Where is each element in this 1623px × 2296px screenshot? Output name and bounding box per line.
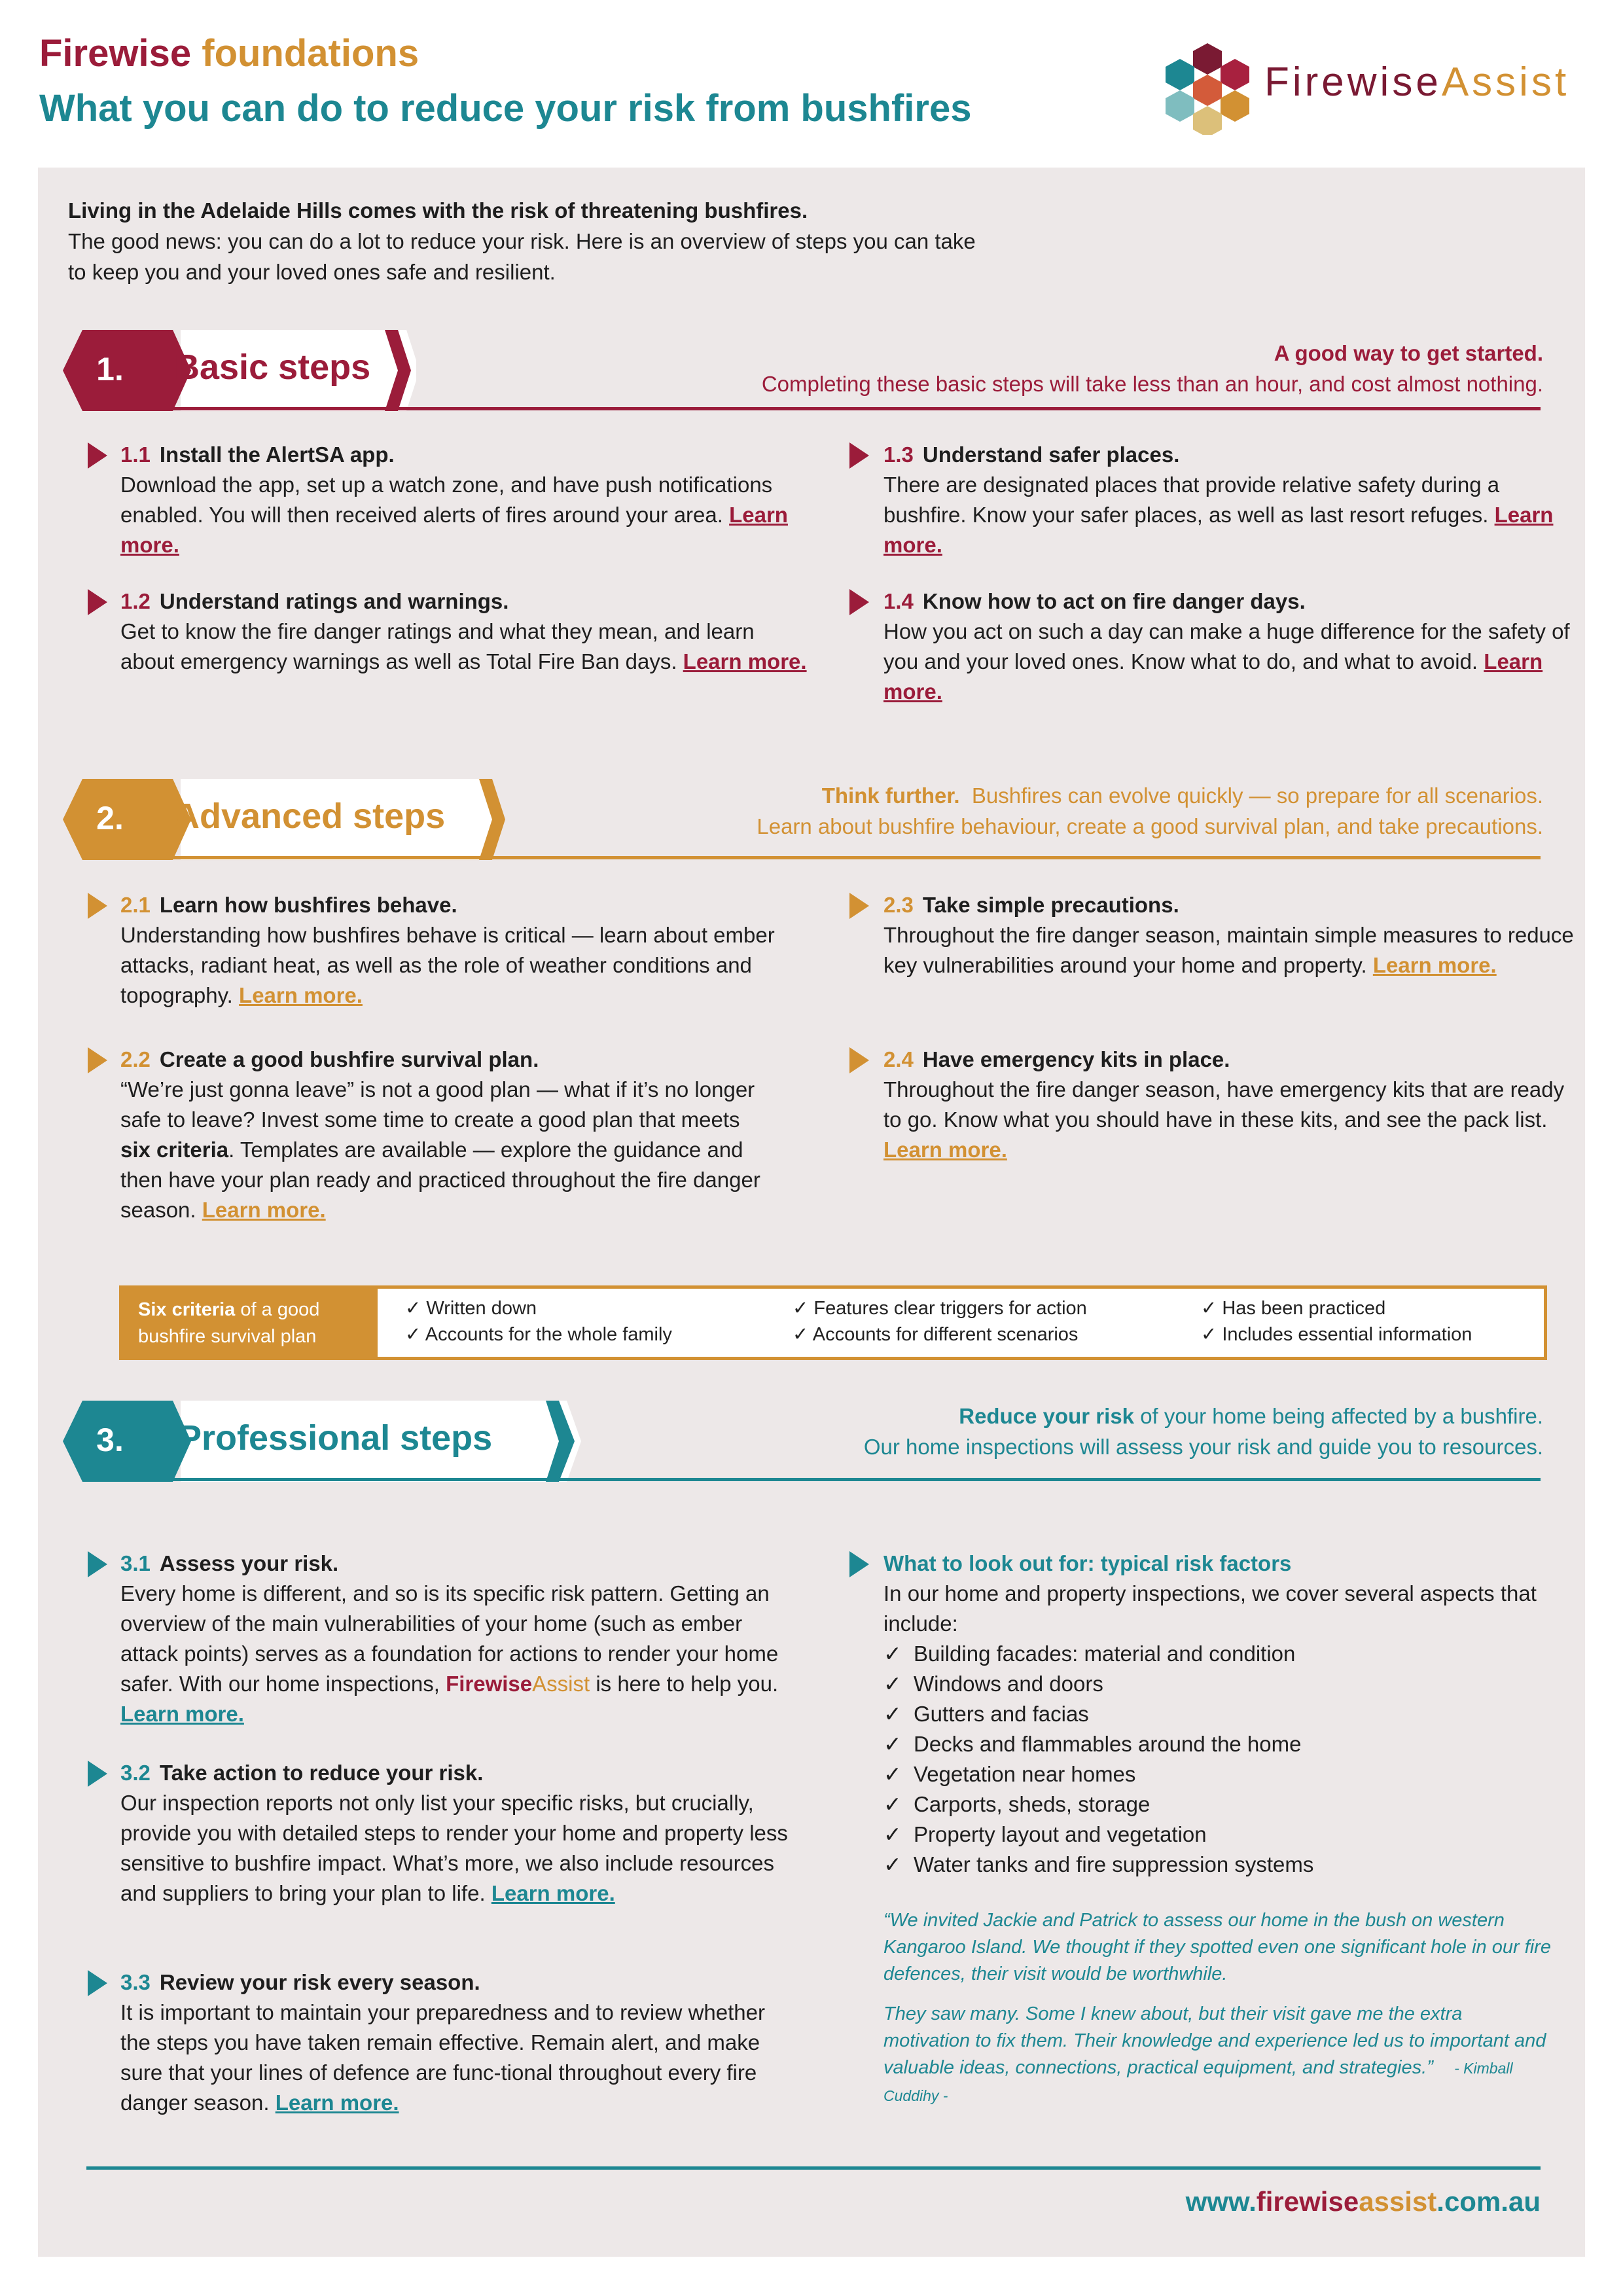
learn-more-link[interactable]: Learn more. — [202, 1198, 326, 1222]
learn-more-link[interactable]: Learn more. — [491, 1881, 615, 1905]
step-2-3: 2.3 Take simple precautions. Throughout the fire danger season, maintain simple measures to reduce key vulnerabilities around your home and property. Learn more. — [883, 893, 1574, 977]
website-link[interactable]: www.firewiseassist.com.au — [1185, 2186, 1541, 2217]
bullet-arrow-icon — [88, 442, 107, 469]
section3-rule — [134, 1478, 1541, 1481]
section2-tagline: Think further. Bushfires can evolve quickly — so prepare for all scenarios. Learn about bushfire behaviour, create a good survival plan, and take precautions. — [757, 783, 1543, 838]
learn-more-link[interactable]: Learn more. — [239, 983, 363, 1007]
section1-title: Basic steps — [174, 348, 371, 387]
bullet-arrow-icon — [849, 589, 869, 615]
hexagon-cluster-icon — [1158, 37, 1257, 135]
step-1-4: 1.4 Know how to act on fire danger days. How you act on such a day can make a huge difference for the safety of you and your loved ones. Know what to do, and what to avoid. Learn more. — [883, 589, 1570, 704]
risk-factor-item: ✓ Gutters and facias — [883, 1702, 1089, 1726]
bullet-arrow-icon — [849, 1047, 869, 1073]
section2-number: 2. — [96, 800, 124, 836]
step-1-1: 1.1 Install the AlertSA app. Download the app, set up a watch zone, and have push notifications enabled. You will then received alerts of fires around your area. Learn more. — [120, 442, 788, 557]
bullet-arrow-icon — [88, 589, 107, 615]
step-3-1: 3.1 Assess your risk. Every home is different, and so is its specific risk pattern. Getting an overview of the main vulnerabilities of your home (such as ember attack points) serves as a foundation for actions to render your home safer. With our home inspections, FirewiseAssist is here to help you. Learn more. — [120, 1551, 779, 1726]
criteria-item: ✓ Accounts for the whole family — [405, 1324, 672, 1345]
step-1-3: 1.3 Understand safer places. There are designated places that provide relative safety during a bushfire. Know your safer places, as well as last resort refuges. Learn more. — [883, 442, 1554, 557]
criteria-item: ✓ Written down — [405, 1298, 537, 1319]
bullet-arrow-icon — [88, 1970, 107, 1996]
section3-title: Professional steps — [178, 1418, 493, 1458]
bullet-arrow-icon — [849, 442, 869, 469]
step-3-3: 3.3 Review your risk every season. It is important to maintain your preparedness and to review whether the steps you have taken remain effective. Remain alert, and make sure that your lines of defence are func-tional throughout every fire danger season. Learn more. — [120, 1970, 766, 2115]
risk-factor-item: ✓ Windows and doors — [883, 1672, 1103, 1696]
page-subtitle: What you can do to reduce your risk from bushfires — [39, 87, 972, 130]
testimonial-quote: “We invited Jackie and Patrick to assess our home in the bush on western Kangaroo Island. We thought if they spotted even one significant hole in our fire defences, their visit would be worthwhile. They saw many. Some I knew about, but their visit gave me the extra motivation to fix them. Their knowledge and experience led us to important and valuable ideas, connections, practical equipment, and strategies.” - Kimball Cuddihy - — [883, 1910, 1551, 2104]
step-2-1: 2.1 Learn how bushfires behave. Understanding how bushfires behave is critical — learn about ember attacks, radiant heat, as well as the role of weather conditions and topography. Learn more. — [120, 893, 775, 1007]
section3-number: 3. — [96, 1422, 124, 1458]
criteria-item: ✓ Features clear triggers for action — [793, 1298, 1087, 1319]
risk-factor-item: ✓ Decks and flammables around the home — [883, 1732, 1302, 1756]
bullet-arrow-icon — [849, 893, 869, 919]
section1-number: 1. — [96, 351, 124, 387]
section2-title: Advanced steps — [174, 797, 446, 836]
section1-rule — [134, 407, 1541, 410]
step-1-2: 1.2 Understand ratings and warnings. Get to know the fire danger ratings and what they mean, and learn about emergency warnings as well as Total Fire Ban days. Learn more. — [120, 589, 807, 673]
step-2-2: 2.2 Create a good bushfire survival plan. “We’re just gonna leave” is not a good plan — what if it’s no longer safe to leave? Invest some time to create a good plan that meets six criteria. Templates are available — explore the guidance and then have your plan ready and practiced throughout the fire danger season. Learn more. — [120, 1047, 760, 1222]
footer-rule — [86, 2166, 1541, 2170]
section2-rule — [134, 856, 1541, 859]
risk-factor-item: ✓ Carports, sheds, storage — [883, 1792, 1150, 1816]
bullet-arrow-icon — [88, 1551, 107, 1577]
step-3-2: 3.2 Take action to reduce your risk. Our inspection reports not only list your specific risks, but crucially, provide you with detailed steps to render your home and property less sensitive to bushfire impact. What’s more, we also include resources and suppliers to bring your plan to life. Learn more. — [120, 1761, 788, 1905]
learn-more-link[interactable]: Learn more. — [120, 503, 788, 557]
learn-more-link[interactable]: Learn more. — [1372, 953, 1497, 977]
section1-tagline: A good way to get started. Completing these basic steps will take less than an hour, and cost almost nothing. — [761, 341, 1543, 396]
criteria-item: ✓ Accounts for different scenarios — [793, 1324, 1079, 1345]
risk-factor-item: ✓ Building facades: material and condition — [883, 1641, 1296, 1666]
step-2-4: 2.4 Have emergency kits in place. Throughout the fire danger season, have emergency kits that are ready to go. Know what you should have in these kits, and see the pack list. Learn more. — [883, 1047, 1565, 1162]
criteria-item: ✓ Has been practiced — [1201, 1298, 1386, 1319]
risk-factor-item: ✓ Property layout and vegetation — [883, 1822, 1207, 1846]
learn-more-link[interactable]: Learn more. — [120, 1702, 244, 1726]
bullet-arrow-icon — [88, 1047, 107, 1073]
risk-factor-item: ✓ Vegetation near homes — [883, 1762, 1136, 1786]
criteria-item: ✓ Includes essential information — [1201, 1324, 1472, 1345]
risk-factor-item: ✓ Water tanks and fire suppression systems — [883, 1852, 1314, 1876]
learn-more-link[interactable]: Learn more. — [883, 503, 1554, 557]
firewise-assist-logo: FirewiseAssist — [1158, 37, 1584, 135]
learn-more-link[interactable]: Learn more. — [883, 649, 1543, 704]
page-title: Firewise foundations — [39, 32, 419, 75]
intro-text: Living in the Adelaide Hills comes with the risk of threatening bushfires. The good news: you can do a lot to reduce your risk. Here is an overview of steps you can take to keep you and your loved ones safe and resilient. — [68, 198, 976, 284]
section3-tagline: Reduce your risk of your home being affected by a bushfire. Our home inspections will assess your risk and guide you to resources. — [863, 1404, 1543, 1459]
six-criteria-box — [119, 1285, 1547, 1360]
risk-factors-block: What to look out for: typical risk factors In our home and property inspections, we cover several aspects that include: — [883, 1551, 1537, 1636]
learn-more-link[interactable]: Learn more. — [683, 649, 807, 673]
learn-more-link[interactable]: Learn more. — [275, 2090, 399, 2115]
bullet-arrow-icon — [88, 1761, 107, 1787]
learn-more-link[interactable]: Learn more. — [883, 1138, 1007, 1162]
six-criteria-label: Six criteria of a good bushfire survival plan — [122, 1289, 378, 1357]
bullet-arrow-icon — [88, 893, 107, 919]
bullet-arrow-icon — [849, 1551, 869, 1577]
